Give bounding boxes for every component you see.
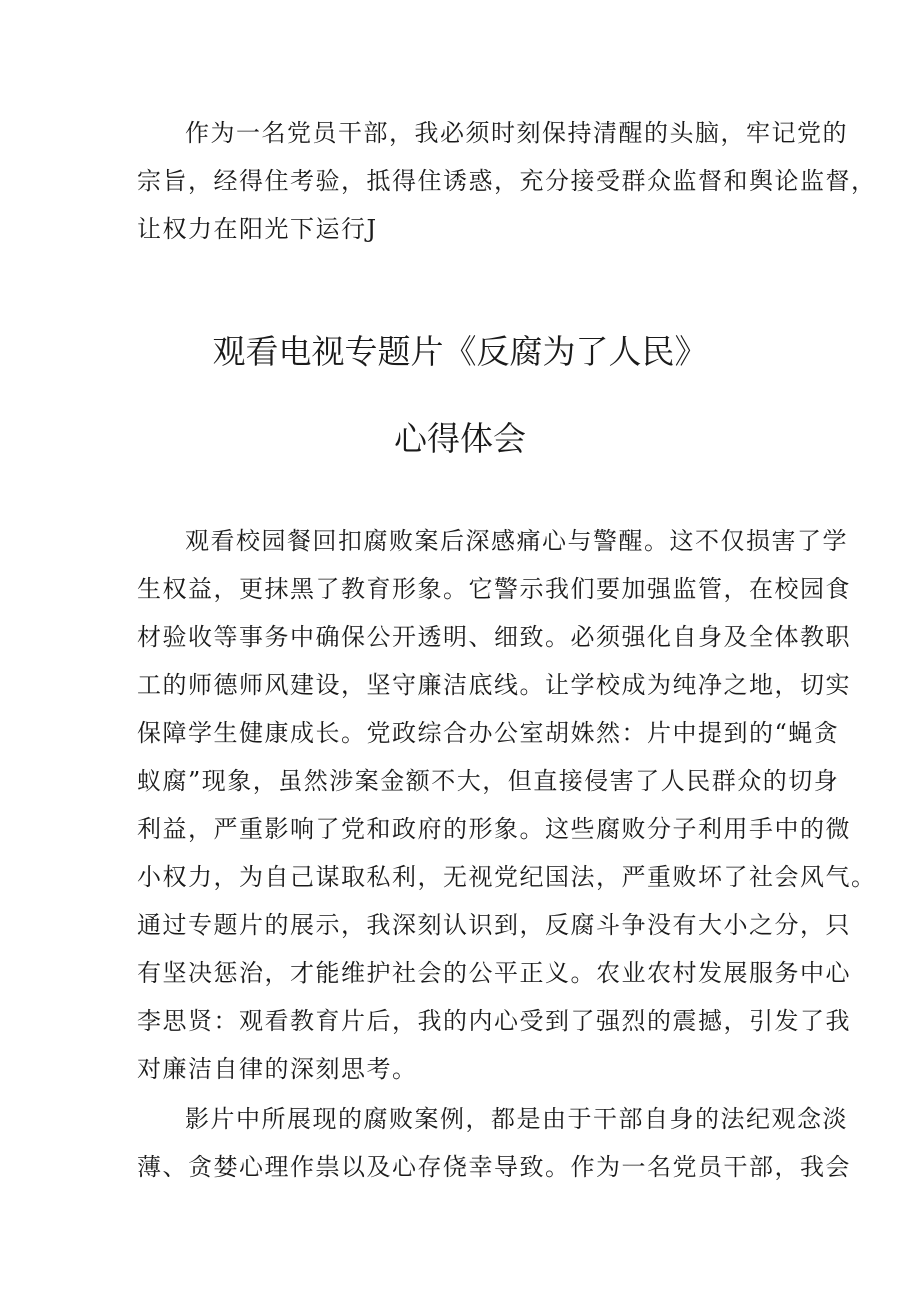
title-line-1: 观看电视专题片《反腐为了人民》 (212, 332, 708, 371)
text-line: 李思贤：观看教育片后，我的内心受到了强烈的震撼，引发了我 (137, 1007, 851, 1035)
title-line-2: 心得体会 (394, 419, 526, 458)
text-line: 有坚决惩治，才能维护社会的公平正义。农业农村发展服务中心 (137, 959, 851, 987)
text-line: 材验收等事务中确保公开透明、细致。必须强化自身及全体教职 (137, 623, 851, 651)
text-line: 宗旨，经得住考验，抵得住诱惑，充分接受群众监督和舆论监督， (137, 167, 877, 195)
text-line: 工的师德师风建设，坚守廉洁底线。让学校成为纯净之地，切实 (137, 671, 851, 699)
text-line: 蚁腐”现象，虽然涉案金额不大，但直接侵害了人民群众的切身 (137, 767, 840, 795)
text-line: 小权力，为自己谋取私利，无视党纪国法，严重败坏了社会风气。 (137, 863, 877, 891)
text-line: 薄、贪婪心理作祟以及心存侥幸导致。作为一名党员干部，我会 (137, 1153, 851, 1181)
text-line: 对廉洁自律的深刻思考。 (137, 1055, 418, 1083)
text-line: 通过专题片的展示，我深刻认识到，反腐斗争没有大小之分，只 (137, 911, 851, 939)
text-line: 观看校园餐回扣腐败案后深感痛心与警醒。这不仅损害了学 (185, 527, 848, 555)
text-line: 生权益，更抹黑了教育形象。它警示我们要加强监管，在校园食 (137, 575, 851, 603)
text-line: 让权力在阳光下运行J (137, 215, 378, 243)
text-line: 作为一名党员干部，我必须时刻保持清醒的头脑，牢记党的 (185, 119, 848, 147)
text-line: 保障学生健康成长。党政综合办公室胡姝然：片中提到的“蝇贪 (137, 719, 840, 747)
text-line: 影片中所展现的腐败案例，都是由于干部自身的法纪观念淡 (185, 1105, 848, 1133)
text-line: 利益，严重影响了党和政府的形象。这些腐败分子利用手中的微 (137, 815, 851, 843)
